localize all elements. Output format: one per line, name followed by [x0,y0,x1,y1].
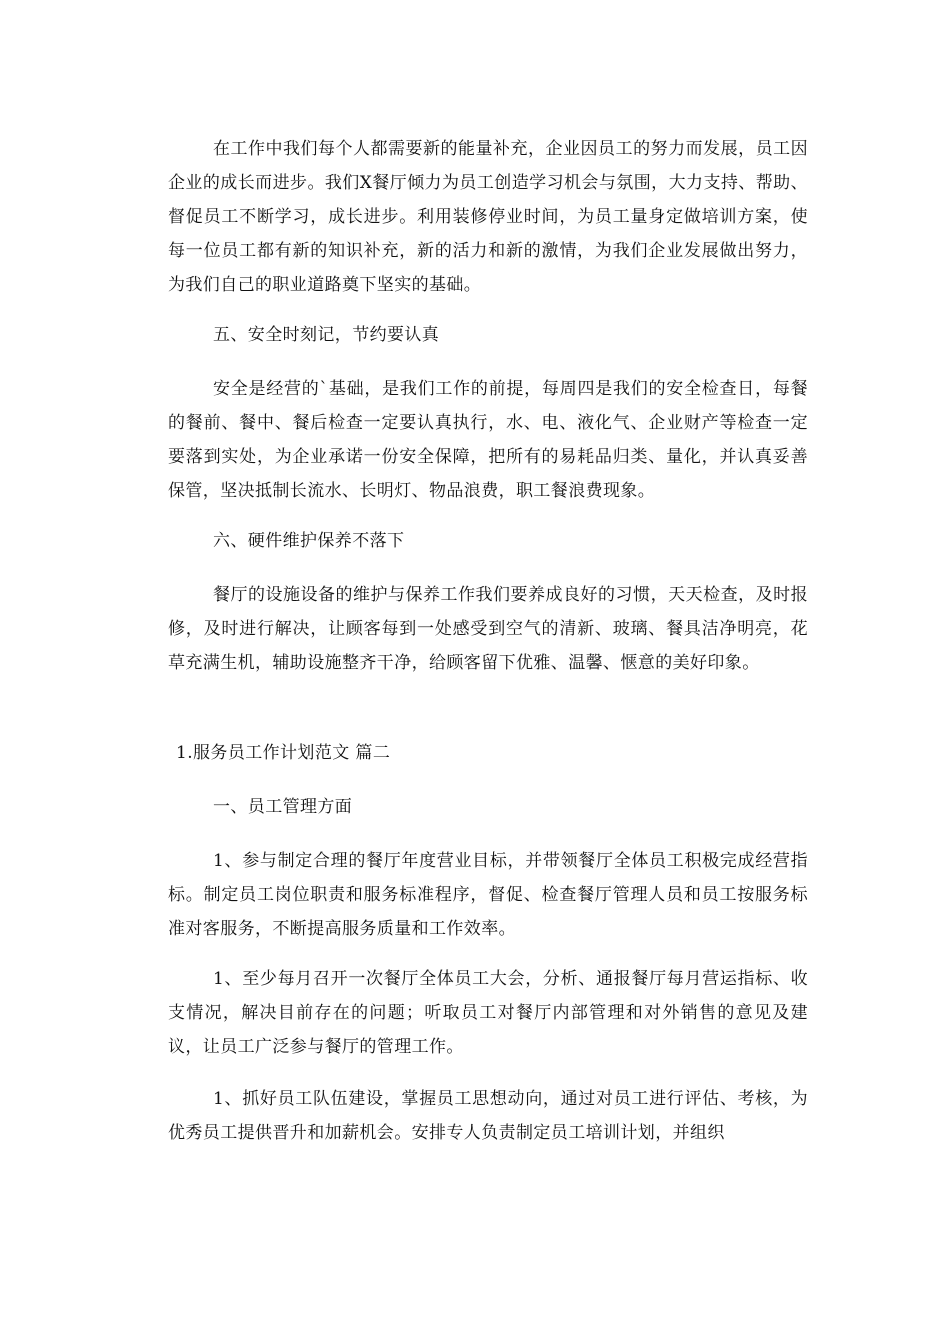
section-heading-safety: 五、安全时刻记，节约要认真 [213,325,440,345]
paragraph-hardware: 餐厅的设施设备的维护与保养工作我们要养成良好的习惯，天天检查，及时报修，及时进行解决，让顾客每到一处感受到空气的清新、玻璃、餐具洁净明亮，花草充满生机，辅助设施整齐干净，给顾客留下优雅、温馨、惬意的美好印象。 [168,585,808,673]
paragraph-management-item-1: 1、参与制定合理的餐厅年度营业目标，并带领餐厅全体员工积极完成经营指标。制定员工岗位职责和服务标准程序，督促、检查餐厅管理人员和员工按服务标准对客服务，不断提高服务质量和工作效率。 [168,851,808,939]
section-heading-hardware: 六、硬件维护保养不落下 [213,531,405,551]
paragraph-staff-learning: 在工作中我们每个人都需要新的能量补充，企业因员工的努力而发展，员工因企业的成长而进步。我们X餐厅倾力为员工创造学习机会与氛围，大力支持、帮助、督促员工不断学习，成长进步。利用装修停业时间，为员工量身定做培训方案，使每一位员工都有新的知识补充，新的活力和新的激情，为我们企业发展做出努力，为我们自己的职业道路奠下坚实的基础。 [168,139,808,295]
paragraph-safety: 安全是经营的`基础，是我们工作的前提，每周四是我们的安全检查日，每餐的餐前、餐中、餐后检查一定要认真执行，水、电、液化气、企业财产等检查一定要落到实处，为企业承诺一份安全保障，把所有的易耗品归类、量化，并认真妥善保管，坚决抵制长流水、长明灯、物品浪费，职工餐浪费现象。 [168,379,808,501]
section-heading-staff-management: 一、员工管理方面 [213,797,353,817]
article-heading-part-two: 1.服务员工作计划范文 篇二 [176,743,391,763]
paragraph-management-item-3: 1、抓好员工队伍建设，掌握员工思想动向，通过对员工进行评估、考核，为优秀员工提供晋升和加薪机会。安排专人负责制定员工培训计划，并组织 [168,1089,808,1143]
paragraph-management-item-2: 1、至少每月召开一次餐厅全体员工大会，分析、通报餐厅每月营运指标、收支情况，解决目前存在的问题；听取员工对餐厅内部管理和对外销售的意见及建议，让员工广泛参与餐厅的管理工作。 [168,969,808,1057]
